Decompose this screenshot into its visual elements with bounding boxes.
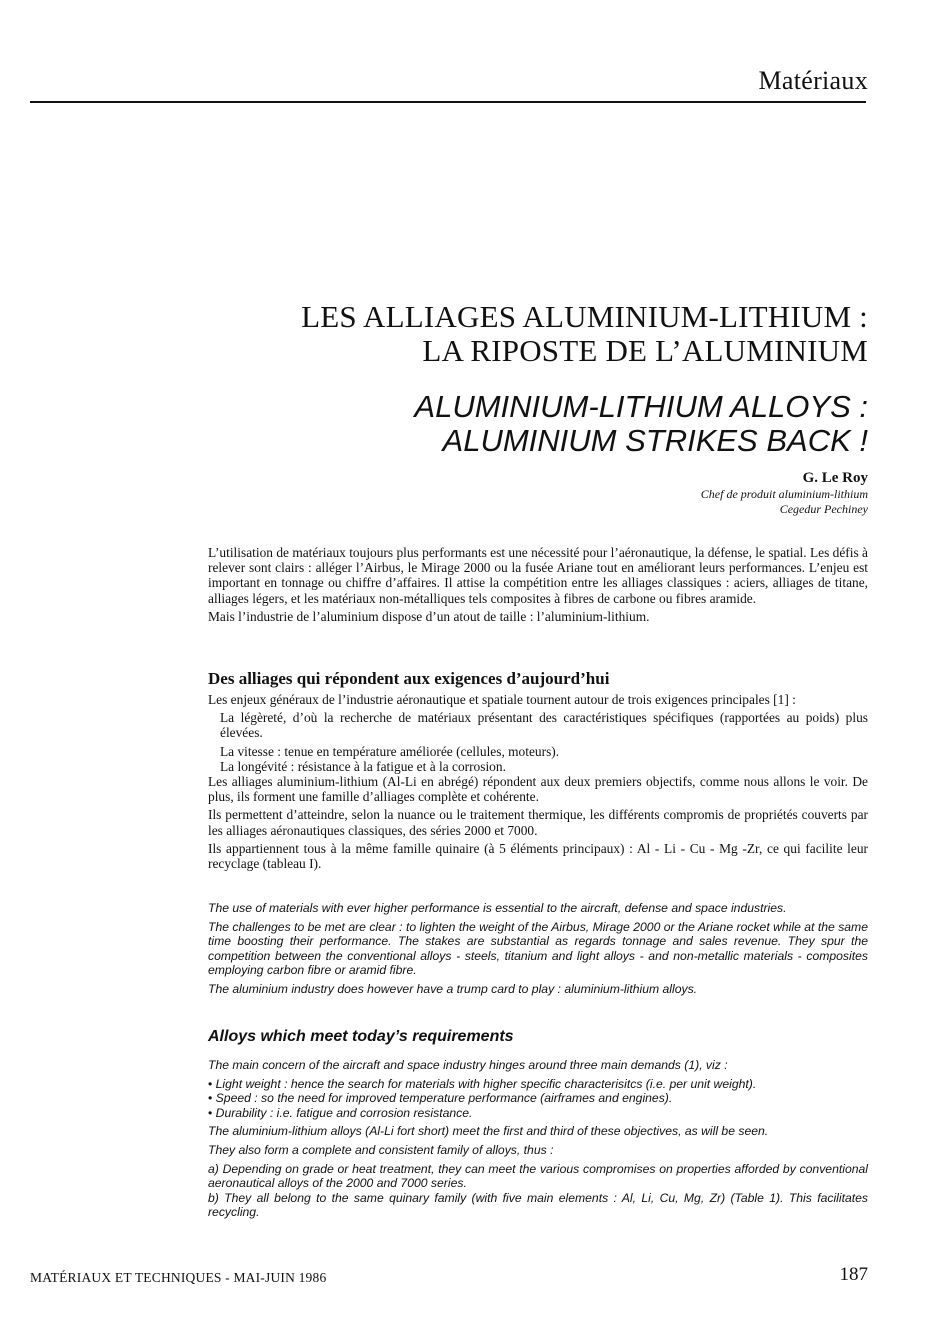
section-en-paragraph-2: The aluminium-lithium alloys (Al-Li fort short) meet the first and third of these objectives, as will be seen. bbox=[208, 1124, 769, 1139]
section-body-french bbox=[208, 692, 868, 874]
author-name: G. Le Roy bbox=[802, 470, 868, 486]
title-block bbox=[301, 300, 868, 458]
section-heading-french: Des alliages qui répondent aux exigences d’aujourd’hui bbox=[208, 669, 610, 688]
intro-en-paragraph-1: The use of materials with ever higher performance is essential to the aircraft, defense and space industries. bbox=[208, 901, 787, 915]
intro-english bbox=[208, 901, 868, 1001]
title-fr-line2: LA RIPOSTE DE L’ALUMINIUM bbox=[422, 333, 868, 368]
title-french bbox=[301, 300, 868, 368]
section-fr-paragraph-1: Les enjeux généraux de l’industrie aéronautique et spatiale tournent autour de trois exigences principales [1] : bbox=[208, 692, 796, 707]
title-en-line1: ALUMINIUM-LITHIUM ALLOYS : bbox=[414, 389, 868, 424]
section-en-bullet-1: • Light weight : hence the search for materials with higher specific characterisitcs (i.e. per unit weight). bbox=[208, 1077, 868, 1092]
footer-journal: MATÉRIAUX ET TECHNIQUES - MAI-JUIN 1986 bbox=[30, 1270, 327, 1285]
section-fr-paragraph-2: La légèreté, d’où la recherche de matériaux présentant des caractéristiques spécifiques (rapportées au poids) plus élevées. bbox=[220, 710, 868, 741]
page-number: 187 bbox=[839, 1264, 868, 1285]
intro-en-paragraph-3: The aluminium industry does however have a trump card to play : aluminium-lithium alloys. bbox=[208, 981, 698, 996]
intro-fr-paragraph-1: L’utilisation de matériaux toujours plus performants est une nécessité pour l’aéronautique, la défense, le spatial. Les défis à relever sont clairs : alléger l’Airbus, le Mirage 2000 ou la fusée Ariane tout en améliorant leurs performances. L’enjeu est important en tonnage ou chiffre d’affaires. Il attise la compétition entre les alliages classiques : aciers, alliages de titane, alliages légers, et les matériaux non-métalliques tels composites à fibres de carbone ou fibres aramide. bbox=[208, 545, 868, 606]
title-english bbox=[301, 390, 868, 458]
header-rule bbox=[30, 101, 866, 103]
section-fr-paragraph-3: La vitesse : tenue en température améliorée (cellules, moteurs). bbox=[220, 743, 560, 759]
intro-french bbox=[208, 545, 868, 627]
intro-en-paragraph-2: The challenges to be met are clear : to lighten the weight of the Airbus, Mirage 2000 or the Ariane rocket while at the same time boosting their performance. The stakes are substantial as regards tonnage and sales revenue. They spur the competition between the conventional alloys - steels, titanium and light alloys - and non-metallic materials - composites employing carbon fibre or aramid fibre. bbox=[208, 919, 868, 978]
section-en-bullet-2: • Speed : so the need for improved temperature performance (airframes and engines). bbox=[208, 1091, 868, 1106]
section-body-english bbox=[208, 1058, 868, 1224]
section-fr-paragraph-5: Les alliages aluminium-lithium (Al-Li en abrégé) répondent aux deux premiers objectifs, comme nous allons le voir. De plus, ils forment une famille d’alliages complète et cohérente. bbox=[208, 774, 868, 805]
section-en-paragraph-3: They also form a complete and consistent family of alloys, thus : bbox=[208, 1142, 554, 1157]
title-en-line2: ALUMINIUM STRIKES BACK ! bbox=[442, 423, 868, 458]
title-fr-line1: LES ALLIAGES ALUMINIUM-LITHIUM : bbox=[301, 299, 868, 334]
intro-fr-paragraph-2: Mais l’industrie de l’aluminium dispose d’un atout de taille : l’aluminium-lithium. bbox=[208, 608, 650, 624]
section-en-bullet-3: • Durability : i.e. fatigue and corrosion resistance. bbox=[208, 1106, 868, 1121]
section-heading-english: Alloys which meet today’s requirements bbox=[208, 1028, 514, 1045]
author-role: Chef de produit aluminium-lithium bbox=[700, 487, 868, 501]
author-block bbox=[701, 470, 868, 517]
section-label: Matériaux bbox=[758, 66, 868, 95]
section-en-paragraph-5: b) They all belong to the same quinary family (with five main elements : Al, Li, Cu, Mg, Zr) (Table 1). This facilitates recycling. bbox=[208, 1190, 868, 1220]
section-en-paragraph-1: The main concern of the aircraft and space industry hinges around three main demands (1), viz : bbox=[208, 1058, 728, 1072]
section-fr-paragraph-6: Ils permettent d’atteindre, selon la nuance ou le traitement thermique, les différents compromis de propriétés couverts par les alliages aéronautiques classiques, des séries 2000 et 7000. bbox=[208, 807, 868, 838]
author-company: Cegedur Pechiney bbox=[779, 502, 868, 516]
section-fr-paragraph-7: Ils appartiennent tous à la même famille quinaire (à 5 éléments principaux) : Al - Li - Cu - Mg -Zr, ce qui facilite leur recyclage (tableau I). bbox=[208, 840, 868, 872]
section-en-paragraph-4: a) Depending on grade or heat treatment, they can meet the various compromises on properties afforded by conventional aeronautical alloys of the 2000 and 7000 series. bbox=[208, 1161, 868, 1191]
section-fr-paragraph-4: La longévité : résistance à la fatigue et à la corrosion. bbox=[220, 758, 506, 774]
